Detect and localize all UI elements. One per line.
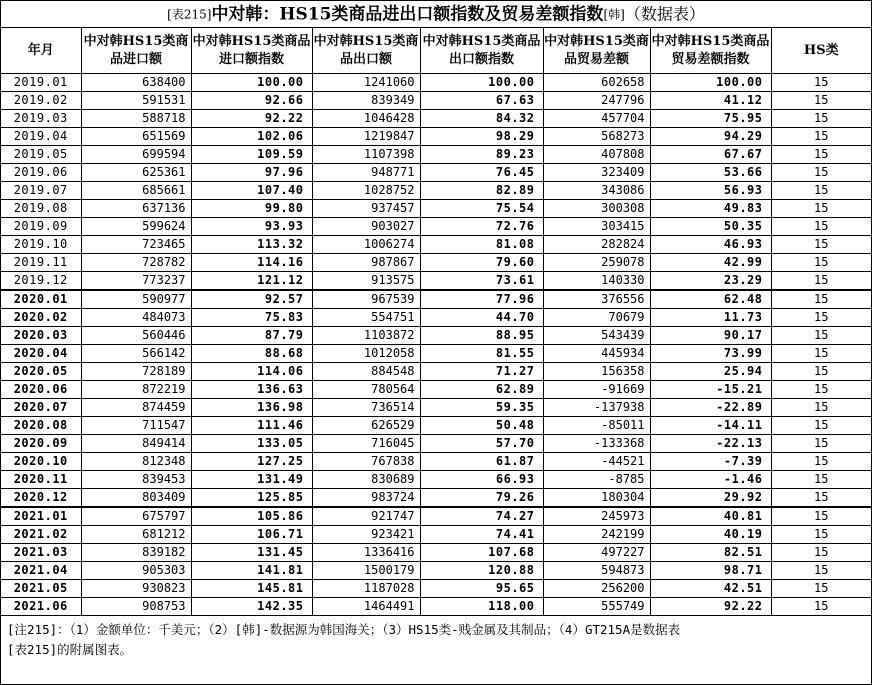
cell-import-value: 773237 — [81, 272, 191, 291]
cell-balance-value: 407808 — [543, 146, 650, 164]
cell-hs-class: 15 — [771, 489, 871, 508]
cell-year-month: 2019.11 — [1, 254, 81, 272]
cell-export-index: 81.55 — [420, 345, 543, 363]
table-row — [1, 489, 871, 508]
cell-export-index: 62.89 — [420, 381, 543, 399]
footnote — [1, 616, 871, 660]
cell-year-month: 2019.09 — [1, 218, 81, 236]
cell-export-index: 67.63 — [420, 92, 543, 110]
cell-year-month: 2019.08 — [1, 200, 81, 218]
cell-import-index: 141.81 — [191, 562, 312, 580]
cell-import-index: 121.12 — [191, 272, 312, 291]
cell-hs-class: 15 — [771, 363, 871, 381]
cell-export-value: 1219847 — [312, 128, 420, 146]
table-row — [1, 417, 871, 435]
cell-hs-class: 15 — [771, 471, 871, 489]
cell-year-month: 2020.09 — [1, 435, 81, 453]
cell-export-value: 767838 — [312, 453, 420, 471]
cell-balance-index: 75.95 — [650, 110, 771, 128]
table-row — [1, 92, 871, 110]
table-row — [1, 254, 871, 272]
cell-balance-value: 543439 — [543, 327, 650, 345]
cell-year-month: 2020.07 — [1, 399, 81, 417]
cell-year-month: 2020.01 — [1, 290, 81, 309]
cell-hs-class: 15 — [771, 218, 871, 236]
cell-export-value: 1500179 — [312, 562, 420, 580]
table-row — [1, 544, 871, 562]
cell-hs-class: 15 — [771, 254, 871, 272]
cell-export-index: 71.27 — [420, 363, 543, 381]
table-row — [1, 110, 871, 128]
table-row — [1, 236, 871, 254]
cell-balance-value: 70679 — [543, 309, 650, 327]
footnote-line: [注215]：（1）金额单位：千美元；（2）[韩]-数据源为韩国海关；（3）HS15类-贱金属及其制品；（4）GT215A是数据表 — [7, 622, 681, 637]
cell-year-month: 2019.07 — [1, 182, 81, 200]
cell-year-month: 2021.02 — [1, 526, 81, 544]
cell-import-index: 136.98 — [191, 399, 312, 417]
cell-year-month: 2020.06 — [1, 381, 81, 399]
cell-hs-class: 15 — [771, 580, 871, 598]
cell-export-value: 987867 — [312, 254, 420, 272]
cell-export-value: 884548 — [312, 363, 420, 381]
cell-balance-value: -8785 — [543, 471, 650, 489]
table-row — [1, 507, 871, 526]
cell-import-value: 599624 — [81, 218, 191, 236]
cell-year-month: 2021.03 — [1, 544, 81, 562]
cell-export-value: 830689 — [312, 471, 420, 489]
table-row — [1, 128, 871, 146]
table-row — [1, 363, 871, 381]
table-row — [1, 218, 871, 236]
cell-import-index: 125.85 — [191, 489, 312, 508]
cell-export-value: 1046428 — [312, 110, 420, 128]
cell-export-value: 780564 — [312, 381, 420, 399]
cell-import-value: 874459 — [81, 399, 191, 417]
cell-export-value: 626529 — [312, 417, 420, 435]
table-row — [1, 471, 871, 489]
cell-balance-index: 94.29 — [650, 128, 771, 146]
cell-year-month: 2019.02 — [1, 92, 81, 110]
cell-export-index: 79.60 — [420, 254, 543, 272]
cell-export-index: 75.54 — [420, 200, 543, 218]
cell-year-month: 2019.06 — [1, 164, 81, 182]
cell-export-value: 839349 — [312, 92, 420, 110]
cell-export-index: 98.29 — [420, 128, 543, 146]
cell-balance-index: 100.00 — [650, 74, 771, 92]
cell-import-index: 131.45 — [191, 544, 312, 562]
cell-balance-index: 67.67 — [650, 146, 771, 164]
cell-year-month: 2020.03 — [1, 327, 81, 345]
cell-export-value: 937457 — [312, 200, 420, 218]
cell-hs-class: 15 — [771, 164, 871, 182]
cell-export-value: 736514 — [312, 399, 420, 417]
source-tag: [韩] — [603, 7, 625, 22]
cell-export-value: 948771 — [312, 164, 420, 182]
cell-import-value: 637136 — [81, 200, 191, 218]
cell-hs-class: 15 — [771, 399, 871, 417]
cell-export-index: 84.32 — [420, 110, 543, 128]
cell-import-index: 88.68 — [191, 345, 312, 363]
cell-balance-index: -14.11 — [650, 417, 771, 435]
cell-balance-index: 92.22 — [650, 598, 771, 616]
cell-import-index: 113.32 — [191, 236, 312, 254]
cell-hs-class: 15 — [771, 110, 871, 128]
cell-balance-index: 98.71 — [650, 562, 771, 580]
cell-hs-class: 15 — [771, 544, 871, 562]
cell-import-value: 723465 — [81, 236, 191, 254]
cell-import-value: 930823 — [81, 580, 191, 598]
cell-import-value: 849414 — [81, 435, 191, 453]
cell-hs-class: 15 — [771, 526, 871, 544]
cell-export-index: 59.35 — [420, 399, 543, 417]
cell-import-value: 560446 — [81, 327, 191, 345]
table-row — [1, 309, 871, 327]
cell-import-index: 92.57 — [191, 290, 312, 309]
header-cell: 中对韩HS15类商品出口额 — [312, 28, 420, 74]
cell-import-value: 681212 — [81, 526, 191, 544]
cell-export-index: 50.48 — [420, 417, 543, 435]
cell-export-value: 1012058 — [312, 345, 420, 363]
header-row — [1, 28, 871, 74]
cell-export-index: 107.68 — [420, 544, 543, 562]
cell-balance-index: 82.51 — [650, 544, 771, 562]
cell-import-index: 106.71 — [191, 526, 312, 544]
table-row — [1, 453, 871, 471]
table-tag: [表215] — [167, 7, 212, 22]
cell-export-index: 72.76 — [420, 218, 543, 236]
cell-year-month: 2019.10 — [1, 236, 81, 254]
cell-export-index: 79.26 — [420, 489, 543, 508]
cell-balance-index: 11.73 — [650, 309, 771, 327]
cell-export-index: 89.23 — [420, 146, 543, 164]
cell-import-index: 133.05 — [191, 435, 312, 453]
cell-import-value: 872219 — [81, 381, 191, 399]
cell-export-index: 88.95 — [420, 327, 543, 345]
table-row — [1, 562, 871, 580]
cell-hs-class: 15 — [771, 327, 871, 345]
data-table — [1, 28, 871, 616]
cell-import-value: 728782 — [81, 254, 191, 272]
cell-import-index: 97.96 — [191, 164, 312, 182]
cell-balance-index: 40.81 — [650, 507, 771, 526]
cell-year-month: 2020.08 — [1, 417, 81, 435]
table-row — [1, 381, 871, 399]
cell-balance-index: -7.39 — [650, 453, 771, 471]
cell-export-value: 1336416 — [312, 544, 420, 562]
cell-import-index: 136.63 — [191, 381, 312, 399]
cell-import-value: 625361 — [81, 164, 191, 182]
cell-balance-value: 555749 — [543, 598, 650, 616]
cell-year-month: 2021.01 — [1, 507, 81, 526]
cell-balance-value: -91669 — [543, 381, 650, 399]
cell-import-index: 87.79 — [191, 327, 312, 345]
cell-export-value: 1028752 — [312, 182, 420, 200]
cell-import-index: 142.35 — [191, 598, 312, 616]
cell-import-value: 699594 — [81, 146, 191, 164]
cell-balance-index: 62.48 — [650, 290, 771, 309]
cell-export-index: 77.96 — [420, 290, 543, 309]
cell-import-index: 131.49 — [191, 471, 312, 489]
cell-year-month: 2021.05 — [1, 580, 81, 598]
cell-balance-index: 41.12 — [650, 92, 771, 110]
cell-balance-index: -22.13 — [650, 435, 771, 453]
header-cell: 中对韩HS15类商品贸易差额 — [543, 28, 650, 74]
cell-import-value: 839182 — [81, 544, 191, 562]
cell-import-index: 114.16 — [191, 254, 312, 272]
cell-hs-class: 15 — [771, 598, 871, 616]
cell-year-month: 2020.02 — [1, 309, 81, 327]
cell-export-index: 61.87 — [420, 453, 543, 471]
cell-export-index: 100.00 — [420, 74, 543, 92]
cell-export-value: 1464491 — [312, 598, 420, 616]
cell-export-value: 1107398 — [312, 146, 420, 164]
cell-export-index: 44.70 — [420, 309, 543, 327]
cell-import-value: 675797 — [81, 507, 191, 526]
cell-balance-index: 42.99 — [650, 254, 771, 272]
cell-export-index: 74.27 — [420, 507, 543, 526]
cell-balance-value: 259078 — [543, 254, 650, 272]
cell-import-index: 105.86 — [191, 507, 312, 526]
cell-import-index: 93.93 — [191, 218, 312, 236]
cell-import-index: 111.46 — [191, 417, 312, 435]
cell-hs-class: 15 — [771, 417, 871, 435]
cell-hs-class: 15 — [771, 272, 871, 291]
cell-import-value: 711547 — [81, 417, 191, 435]
cell-import-value: 908753 — [81, 598, 191, 616]
cell-balance-index: 53.66 — [650, 164, 771, 182]
cell-hs-class: 15 — [771, 453, 871, 471]
cell-import-value: 685661 — [81, 182, 191, 200]
table-row — [1, 580, 871, 598]
cell-balance-index: 49.83 — [650, 200, 771, 218]
cell-hs-class: 15 — [771, 562, 871, 580]
cell-export-value: 913575 — [312, 272, 420, 291]
cell-import-index: 102.06 — [191, 128, 312, 146]
cell-hs-class: 15 — [771, 92, 871, 110]
cell-balance-index: 40.19 — [650, 526, 771, 544]
table-row — [1, 399, 871, 417]
cell-import-value: 905303 — [81, 562, 191, 580]
cell-import-index: 145.81 — [191, 580, 312, 598]
cell-balance-value: 343086 — [543, 182, 650, 200]
cell-import-index: 100.00 — [191, 74, 312, 92]
table-row — [1, 327, 871, 345]
cell-balance-value: 602658 — [543, 74, 650, 92]
cell-balance-value: 247796 — [543, 92, 650, 110]
cell-balance-value: 323409 — [543, 164, 650, 182]
cell-balance-value: 303415 — [543, 218, 650, 236]
cell-balance-index: 42.51 — [650, 580, 771, 598]
cell-export-index: 57.70 — [420, 435, 543, 453]
cell-import-index: 107.40 — [191, 182, 312, 200]
cell-year-month: 2020.12 — [1, 489, 81, 508]
table-row — [1, 272, 871, 291]
header-cell: 年月 — [1, 28, 81, 74]
cell-balance-index: 46.93 — [650, 236, 771, 254]
cell-year-month: 2021.06 — [1, 598, 81, 616]
cell-export-index: 66.93 — [420, 471, 543, 489]
cell-export-value: 923421 — [312, 526, 420, 544]
cell-hs-class: 15 — [771, 309, 871, 327]
cell-balance-index: 50.35 — [650, 218, 771, 236]
cell-export-value: 1006274 — [312, 236, 420, 254]
cell-year-month: 2020.05 — [1, 363, 81, 381]
cell-export-value: 983724 — [312, 489, 420, 508]
cell-balance-value: 300308 — [543, 200, 650, 218]
cell-hs-class: 15 — [771, 146, 871, 164]
cell-balance-index: 90.17 — [650, 327, 771, 345]
cell-year-month: 2020.10 — [1, 453, 81, 471]
cell-export-index: 120.88 — [420, 562, 543, 580]
cell-import-index: 99.80 — [191, 200, 312, 218]
header-cell: HS类 — [771, 28, 871, 74]
cell-balance-value: 256200 — [543, 580, 650, 598]
cell-hs-class: 15 — [771, 128, 871, 146]
cell-export-value: 716045 — [312, 435, 420, 453]
cell-import-value: 590977 — [81, 290, 191, 309]
cell-year-month: 2019.12 — [1, 272, 81, 291]
cell-export-value: 1103872 — [312, 327, 420, 345]
cell-balance-index: -1.46 — [650, 471, 771, 489]
cell-year-month: 2019.04 — [1, 128, 81, 146]
cell-hs-class: 15 — [771, 236, 871, 254]
cell-year-month: 2021.04 — [1, 562, 81, 580]
footnote-line: [表215]的附属图表。 — [7, 642, 133, 657]
cell-import-index: 92.22 — [191, 110, 312, 128]
cell-import-value: 588718 — [81, 110, 191, 128]
title-suffix: （数据表） — [624, 4, 705, 24]
cell-balance-value: -137938 — [543, 399, 650, 417]
cell-export-index: 76.45 — [420, 164, 543, 182]
cell-year-month: 2019.01 — [1, 74, 81, 92]
cell-import-value: 638400 — [81, 74, 191, 92]
table-row — [1, 182, 871, 200]
cell-import-index: 75.83 — [191, 309, 312, 327]
cell-export-value: 967539 — [312, 290, 420, 309]
header-cell: 中对韩HS15类商品贸易差额指数 — [650, 28, 771, 74]
table-row — [1, 146, 871, 164]
cell-export-index: 118.00 — [420, 598, 543, 616]
cell-balance-index: -22.89 — [650, 399, 771, 417]
cell-hs-class: 15 — [771, 381, 871, 399]
cell-balance-value: 282824 — [543, 236, 650, 254]
cell-export-value: 554751 — [312, 309, 420, 327]
cell-balance-value: 568273 — [543, 128, 650, 146]
cell-import-value: 803409 — [81, 489, 191, 508]
cell-balance-index: 56.93 — [650, 182, 771, 200]
cell-import-value: 651569 — [81, 128, 191, 146]
cell-year-month: 2020.11 — [1, 471, 81, 489]
cell-balance-index: 29.92 — [650, 489, 771, 508]
cell-year-month: 2020.04 — [1, 345, 81, 363]
header-cell: 中对韩HS15类商品出口额指数 — [420, 28, 543, 74]
cell-export-index: 82.89 — [420, 182, 543, 200]
cell-import-value: 566142 — [81, 345, 191, 363]
cell-import-value: 591531 — [81, 92, 191, 110]
cell-balance-value: 594873 — [543, 562, 650, 580]
cell-balance-value: -44521 — [543, 453, 650, 471]
cell-import-value: 728189 — [81, 363, 191, 381]
table-row — [1, 74, 871, 92]
header-cell: 中对韩HS15类商品进口额指数 — [191, 28, 312, 74]
cell-hs-class: 15 — [771, 182, 871, 200]
cell-import-index: 92.66 — [191, 92, 312, 110]
page-title — [1, 1, 871, 28]
cell-balance-value: 497227 — [543, 544, 650, 562]
cell-import-value: 484073 — [81, 309, 191, 327]
cell-balance-value: 156358 — [543, 363, 650, 381]
cell-year-month: 2019.05 — [1, 146, 81, 164]
title-main: 中对韩：HS15类商品进出口额指数及贸易差额指数 — [211, 4, 604, 25]
table-row — [1, 200, 871, 218]
cell-export-value: 1241060 — [312, 74, 420, 92]
cell-year-month: 2019.03 — [1, 110, 81, 128]
cell-balance-index: 73.99 — [650, 345, 771, 363]
cell-export-value: 921747 — [312, 507, 420, 526]
cell-hs-class: 15 — [771, 200, 871, 218]
table-row — [1, 598, 871, 616]
cell-balance-value: -133368 — [543, 435, 650, 453]
cell-import-value: 839453 — [81, 471, 191, 489]
cell-balance-value: 376556 — [543, 290, 650, 309]
cell-import-index: 109.59 — [191, 146, 312, 164]
cell-import-value: 812348 — [81, 453, 191, 471]
cell-export-index: 73.61 — [420, 272, 543, 291]
cell-balance-value: 245973 — [543, 507, 650, 526]
table-row — [1, 526, 871, 544]
table-row — [1, 164, 871, 182]
cell-balance-value: 457704 — [543, 110, 650, 128]
cell-balance-value: -85011 — [543, 417, 650, 435]
cell-export-index: 74.41 — [420, 526, 543, 544]
cell-balance-index: -15.21 — [650, 381, 771, 399]
cell-export-index: 81.08 — [420, 236, 543, 254]
cell-balance-index: 23.29 — [650, 272, 771, 291]
cell-import-index: 114.06 — [191, 363, 312, 381]
cell-balance-value: 140330 — [543, 272, 650, 291]
cell-balance-index: 25.94 — [650, 363, 771, 381]
cell-import-index: 127.25 — [191, 453, 312, 471]
cell-hs-class: 15 — [771, 74, 871, 92]
table-row — [1, 345, 871, 363]
header-cell: 中对韩HS15类商品进口额 — [81, 28, 191, 74]
cell-export-value: 903027 — [312, 218, 420, 236]
cell-balance-value: 242199 — [543, 526, 650, 544]
table-row — [1, 435, 871, 453]
table-row — [1, 290, 871, 309]
cell-export-value: 1187028 — [312, 580, 420, 598]
cell-balance-value: 180304 — [543, 489, 650, 508]
cell-balance-value: 445934 — [543, 345, 650, 363]
cell-hs-class: 15 — [771, 507, 871, 526]
cell-hs-class: 15 — [771, 345, 871, 363]
cell-export-index: 95.65 — [420, 580, 543, 598]
cell-hs-class: 15 — [771, 435, 871, 453]
cell-hs-class: 15 — [771, 290, 871, 309]
